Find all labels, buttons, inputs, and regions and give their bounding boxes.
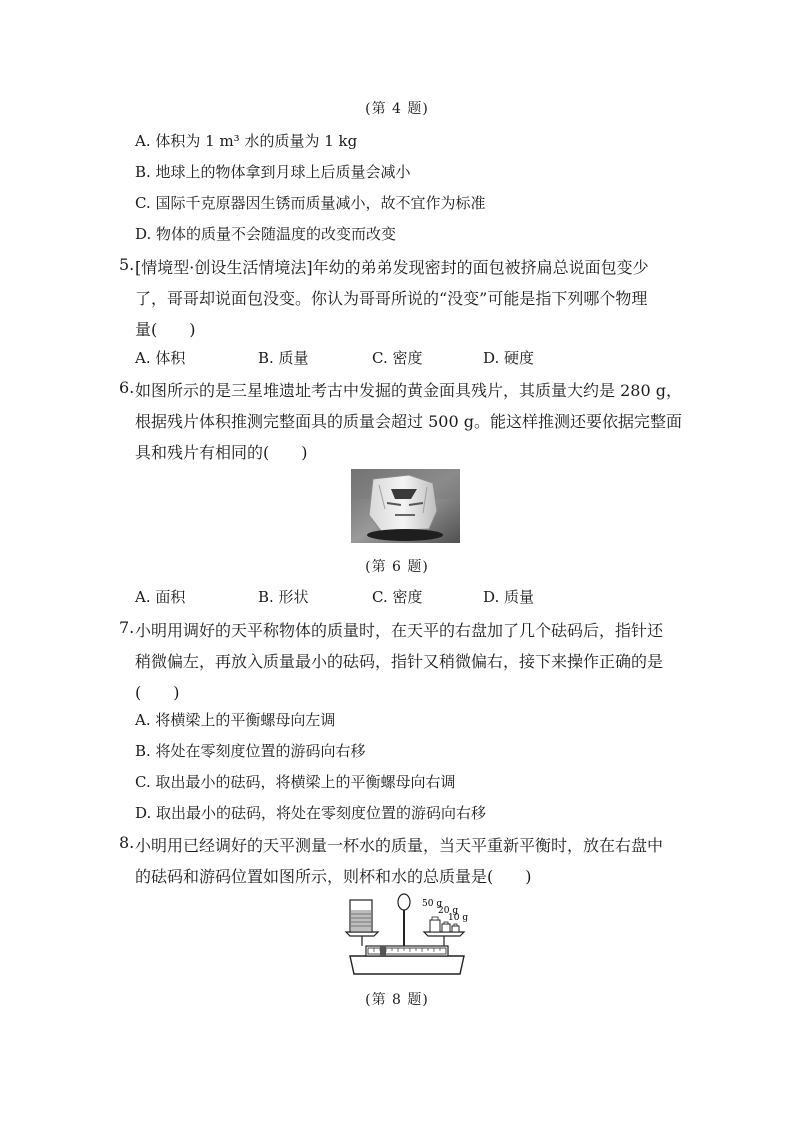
q8-line-2: 的砝码和游码位置如图所示，则杯和水的总质量是( )	[135, 867, 532, 886]
q6-option-b: B. 形状	[258, 588, 309, 606]
q6-option-d: D. 质量	[483, 588, 535, 606]
q6-number: 6.	[119, 378, 135, 397]
q6-option-c: C. 密度	[372, 588, 423, 606]
q6-line-3: 具和残片有相同的( )	[135, 443, 308, 462]
q6-line-2: 根据残片体积推测完整面具的质量会超过 500 g。能这样推测还要依据完整面	[135, 412, 682, 431]
q7-option-a: A. 将横梁上的平衡螺母向左调	[135, 711, 336, 729]
q7-line-1: 小明用调好的天平称物体的质量时，在天平的右盘加了几个砝码后，指针还	[135, 621, 664, 640]
q7-number: 7.	[119, 618, 135, 637]
weight-10g-label: 10 g	[448, 913, 469, 923]
q8-line-1: 小明用已经调好的天平测量一杯水的质量，当天平重新平衡时，放在右盘中	[135, 836, 664, 855]
q4-caption: (第 4 题)	[365, 101, 429, 117]
q7-option-c: C. 取出最小的砝码，将横梁上的平衡螺母向右调	[135, 773, 456, 791]
q4-option-a: A. 体积为 1 m³ 水的质量为 1 kg	[135, 132, 358, 150]
q5-number: 5.	[119, 255, 135, 274]
q6-caption: (第 6 题)	[365, 559, 429, 575]
q5-line-3: 量( )	[135, 320, 196, 339]
q7-option-b: B. 将处在零刻度位置的游码向右移	[135, 742, 366, 760]
q4-option-b: B. 地球上的物体拿到月球上后质量会减小	[135, 163, 411, 181]
q8-number: 8.	[119, 833, 135, 852]
q4-option-d: D. 物体的质量不会随温度的改变而改变	[135, 225, 397, 243]
q7-line-3: ( )	[135, 683, 180, 702]
q4-option-c: C. 国际千克原器因生锈而质量减小，故不宜作为标准	[135, 194, 486, 212]
q6-option-a: A. 面积	[135, 588, 186, 606]
q5-option-d: D. 硬度	[483, 349, 535, 367]
q5-option-a: A. 体积	[135, 349, 186, 367]
balance-scale-image	[340, 888, 474, 980]
q5-option-c: C. 密度	[372, 349, 423, 367]
q7-option-d: D. 取出最小的砝码，将处在零刻度位置的游码向右移	[135, 804, 487, 822]
q6-line-1: 如图所示的是三星堆遗址考古中发掘的黄金面具残片，其质量大约是 280 g，	[135, 381, 682, 400]
q7-line-2: 稍微偏左，再放入质量最小的砝码，指针又稍微偏右，接下来操作正确的是	[135, 652, 664, 671]
weight-50g-label: 50 g	[422, 899, 443, 909]
q5-line-2: 了，哥哥却说面包没变。你认为哥哥所说的“没变”可能是指下列哪个物理	[135, 289, 648, 308]
gold-mask-fragment-image	[351, 469, 460, 543]
weight-20g-label: 20 g	[438, 906, 459, 916]
q5-line-1: [情境型·创设生活情境法]年幼的弟弟发现密封的面包被挤扁总说面包变少	[135, 258, 649, 277]
q8-caption: (第 8 题)	[365, 992, 429, 1008]
q5-option-b: B. 质量	[258, 349, 309, 367]
